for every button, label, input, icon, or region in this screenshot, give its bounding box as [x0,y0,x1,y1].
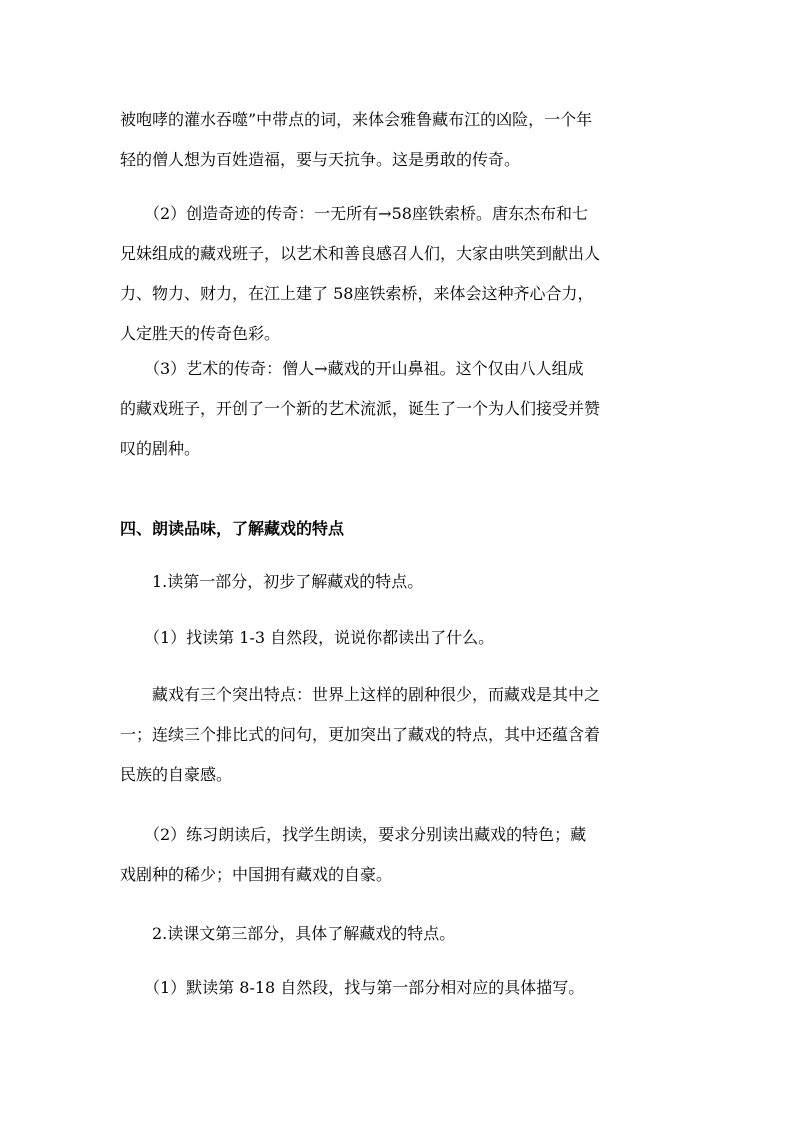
text-line: 兄妹组成的藏戏班子，以艺术和善良感召人们，大家由哄笑到献出人 [120,244,601,263]
paragraph-7 [120,815,676,895]
text-line: 2.读课文第三部分，具体了解藏戏的特点。 [120,924,456,943]
text-line: 轻的僧人想为百姓造福，要与天抗争。这是勇敢的传奇。 [120,150,521,169]
text-line: 一；连续三个排比式的问句，更加突出了藏戏的特点，其中还蕴含着 [120,725,601,744]
text-line: 力、物力、财力，在江上建了 58座铁索桥，来体会这种齐心合力， [120,284,594,303]
text-line: 的藏戏班子，开创了一个新的艺术流派，诞生了一个为人们接受并赞 [120,399,601,418]
text-line: 藏戏有三个突出特点：世界上这样的剧种很少，而藏戏是其中之 [120,685,601,704]
text-line: 人定胜天的传奇色彩。 [120,324,281,343]
text-line: （1）默读第 8-18 自然段，找与第一部分相对应的具体描写。 [120,978,585,997]
paragraph-5 [120,618,676,658]
section-heading [120,509,676,549]
paragraph-4 [120,562,676,602]
text-line: （2）练习朗读后，找学生朗读，要求分别读出藏戏的特色；藏 [120,825,587,844]
text-line: （1）找读第 1-3 自然段，说说你都读出了什么。 [120,628,495,647]
text-line: 戏剧种的稀少；中国拥有藏戏的自豪。 [120,865,393,884]
text-line: 被咆哮的灌水吞噬”中带点的词，来体会雅鲁藏布江的凶险，一个年 [120,110,593,129]
heading-line: 四、朗读品味，了解藏戏的特点 [120,519,345,538]
paragraph-6 [120,675,676,795]
text-line: （2）创造奇迹的传奇：一无所有→58座铁索桥。唐东杰布和七 [120,204,588,223]
paragraph-3 [120,349,676,469]
paragraph-1 [120,100,676,180]
text-line: 叹的剧种。 [120,439,201,458]
text-line: （3）艺术的传奇：僧人→藏戏的开山鼻祖。这个仅由八人组成 [120,359,584,378]
text-line: 民族的自豪感。 [120,765,233,784]
text-line: 1.读第一部分，初步了解藏戏的特点。 [120,572,424,591]
paragraph-2 [120,194,676,354]
paragraph-8 [120,914,676,954]
paragraph-9 [120,968,676,1008]
